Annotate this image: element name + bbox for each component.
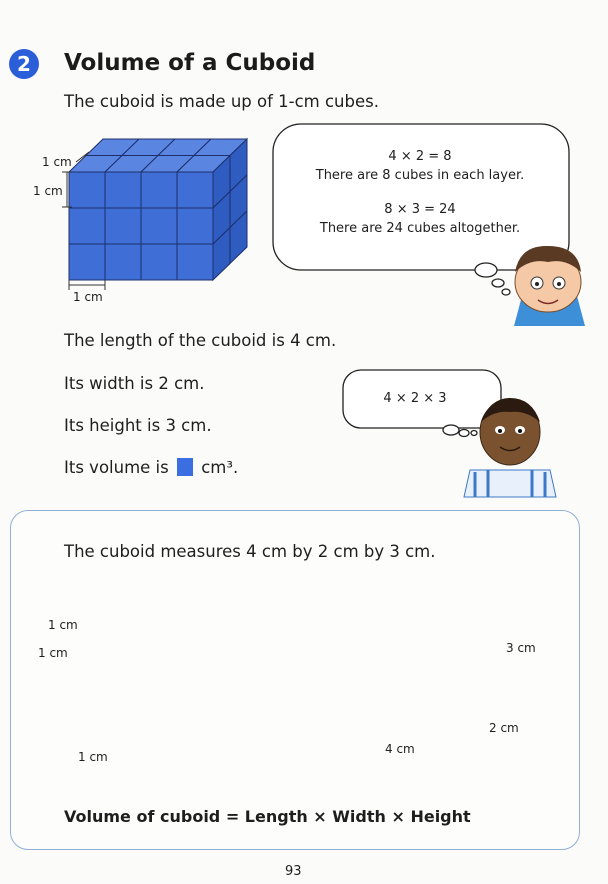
cube-front-face [69,208,105,244]
fig1-label-side: 1 cm [33,184,63,198]
cube-front-face [105,208,141,244]
cube-front-face [105,172,141,208]
page-number: 93 [285,864,302,879]
fact-width: Its width is 2 cm. [64,374,205,393]
solid-length-label: 4 cm [385,742,415,756]
cube-front-face [105,244,141,280]
intro-text: The cuboid is made up of 1-cm cubes. [64,92,379,111]
cube-front-face [141,244,177,280]
solid-height-label: 3 cm [506,641,536,655]
fact-height: Its height is 3 cm. [64,416,212,435]
cube-front-face [69,244,105,280]
fig2-label-side: 1 cm [38,646,68,660]
cube-front-face [141,208,177,244]
fig2-label-top: 1 cm [48,618,78,632]
fig1-label-top: 1 cm [42,155,72,169]
fact-length: The length of the cuboid is 4 cm. [64,331,337,350]
cube-front-face [177,244,213,280]
fig1-label-bottom: 1 cm [73,290,103,304]
volume-formula: Volume of cuboid = Length × Width × Height [64,807,471,826]
bubble1-line3: 8 × 3 = 24 [384,202,456,217]
summary-panel [10,510,580,850]
bubble1-line4: There are 24 cubes altogether. [319,221,521,236]
cube-front-face [177,208,213,244]
fig2-label-bottom: 1 cm [78,750,108,764]
fact-volume-prefix: Its volume is [64,458,169,477]
cube-front-face [177,172,213,208]
section-number-badge: 2 [9,49,39,79]
boy-character-1 [514,246,585,326]
bubble1-line2: There are 8 cubes in each layer. [315,168,525,183]
cube-front-face [69,172,105,208]
bubble2-text: 4 × 2 × 3 [383,391,447,406]
cube-front-face [141,172,177,208]
section-title: Volume of a Cuboid [64,50,316,76]
bubble1-line1: 4 × 2 = 8 [388,149,452,164]
fact-volume-unit: cm³. [201,458,239,477]
volume-answer-box[interactable] [177,458,193,476]
fact-volume [64,458,238,477]
panel-measures-text: The cuboid measures 4 cm by 2 cm by 3 cm. [64,542,436,561]
solid-depth-label: 2 cm [489,721,519,735]
cuboid-1 [69,139,247,280]
